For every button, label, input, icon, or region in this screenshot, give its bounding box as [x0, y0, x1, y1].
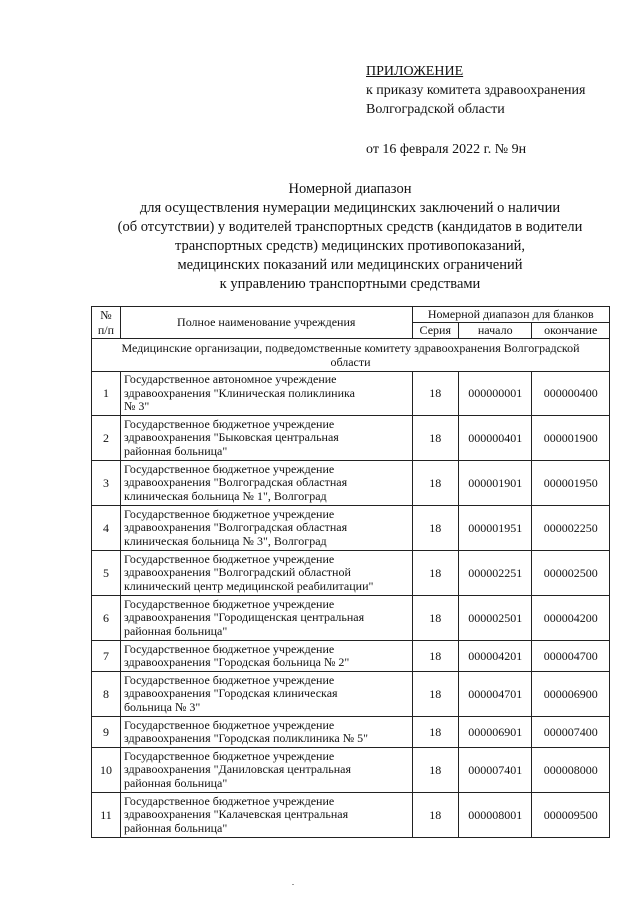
heading-line: к управлению транспортными средствами: [219, 276, 481, 292]
row-institution: [120, 717, 412, 748]
table-row: [92, 717, 610, 748]
table-row: [92, 641, 610, 672]
row-range-end: 000009500: [532, 793, 610, 838]
row-institution: [120, 641, 412, 672]
row-range-end: 000000400: [532, 372, 610, 416]
row-series: 18: [412, 461, 459, 506]
institution-name-line: Государственное бюджетное учреждение: [123, 596, 335, 611]
row-range-start: 000002501: [459, 596, 532, 641]
table-row: [92, 672, 610, 717]
institution-name-line: районная больница": [123, 775, 228, 790]
row-institution: [120, 793, 412, 838]
header-range: Номерной диапазон для бланков: [412, 307, 610, 323]
institution-name-line: здравоохранения "Даниловская центральная: [123, 762, 351, 777]
table-row: [92, 372, 610, 416]
document-heading: [60, 180, 640, 294]
header-end: окончание: [532, 323, 610, 339]
section-title: [92, 339, 610, 372]
institution-name-line: здравоохранения "Калачевская центральная: [123, 807, 349, 822]
row-number: 7: [92, 641, 121, 672]
table-row: [92, 748, 610, 793]
table-row: [92, 793, 610, 838]
row-series: 18: [412, 416, 459, 461]
number-range-table: [91, 306, 610, 838]
row-series: 18: [412, 506, 459, 551]
row-institution: [120, 461, 412, 506]
row-series: 18: [412, 717, 459, 748]
heading-line: (об отсутствии) у водителей транспортных средств (кандидатов в водители: [117, 219, 583, 235]
institution-name-line: № 3": [123, 399, 150, 414]
table-row: [92, 461, 610, 506]
institution-name-line: здравоохранения "Волгоградский областной: [123, 565, 351, 580]
row-institution: [120, 748, 412, 793]
row-range-end: 000002500: [532, 551, 610, 596]
table-row: [92, 416, 610, 461]
row-series: 18: [412, 551, 459, 596]
institution-name-line: Государственное бюджетное учреждение: [123, 461, 335, 476]
row-range-start: 000002251: [459, 551, 532, 596]
institution-name-line: Государственное бюджетное учреждение: [123, 506, 335, 521]
row-series: 18: [412, 793, 459, 838]
institution-name-line: здравоохранения "Городская клиническая: [123, 686, 338, 701]
row-range-end: 000001900: [532, 416, 610, 461]
row-institution: [120, 372, 412, 416]
heading-line: Номерной диапазон: [288, 181, 412, 197]
row-institution: [120, 672, 412, 717]
row-series: 18: [412, 672, 459, 717]
heading-line: для осуществления нумерации медицинских заключений о наличии: [139, 200, 561, 216]
institution-name-line: Государственное бюджетное учреждение: [123, 551, 335, 566]
row-range-start: 000000401: [459, 416, 532, 461]
institution-name-line: Государственное бюджетное учреждение: [123, 717, 335, 732]
row-series: 18: [412, 596, 459, 641]
header-number-line: №: [100, 307, 112, 322]
header-start: начало: [459, 323, 532, 339]
row-range-end: 000002250: [532, 506, 610, 551]
institution-name-line: районная больница": [123, 623, 228, 638]
appendix-order-line: к приказу комитета здравоохранения: [366, 83, 586, 98]
institution-name-line: районная больница": [123, 820, 228, 835]
row-number: 3: [92, 461, 121, 506]
row-institution: [120, 551, 412, 596]
row-range-start: 000000001: [459, 372, 532, 416]
row-number: 4: [92, 506, 121, 551]
institution-name-line: клинический центр медицинской реабилитации": [123, 578, 374, 593]
institution-name-line: Государственное бюджетное учреждение: [123, 748, 335, 763]
row-range-end: 000001950: [532, 461, 610, 506]
row-number: 10: [92, 748, 121, 793]
table-row: [92, 506, 610, 551]
row-institution: [120, 596, 412, 641]
row-range-start: 000004201: [459, 641, 532, 672]
row-range-start: 000008001: [459, 793, 532, 838]
row-range-start: 000006901: [459, 717, 532, 748]
section-title-line: области: [330, 355, 371, 369]
scan-speck: [292, 884, 294, 885]
row-range-start: 000001901: [459, 461, 532, 506]
institution-name-line: здравоохранения "Быковская центральная: [123, 430, 339, 445]
row-range-end: 000008000: [532, 748, 610, 793]
row-number: 11: [92, 793, 121, 838]
row-range-end: 000004200: [532, 596, 610, 641]
institution-name-line: клиническая больница № 3", Волгоград: [123, 533, 327, 548]
row-range-start: 000001951: [459, 506, 532, 551]
institution-name-line: районная больница": [123, 443, 228, 458]
row-range-start: 000007401: [459, 748, 532, 793]
header-number: [92, 307, 121, 339]
institution-name-line: Государственное бюджетное учреждение: [123, 793, 335, 808]
row-range-end: 000007400: [532, 717, 610, 748]
header-number-line: п/п: [97, 322, 115, 337]
institution-name-line: здравоохранения "Волгоградская областная: [123, 475, 348, 490]
row-series: 18: [412, 641, 459, 672]
institution-name-line: Государственное бюджетное учреждение: [123, 672, 335, 687]
appendix-date: от 16 февраля 2022 г. № 9н: [366, 142, 527, 157]
table-row: [92, 596, 610, 641]
institution-name-line: Государственное автономное учреждение: [123, 372, 337, 387]
institution-name-line: клиническая больница № 1", Волгоград: [123, 488, 327, 503]
row-number: 5: [92, 551, 121, 596]
row-institution: [120, 416, 412, 461]
row-number: 1: [92, 372, 121, 416]
institution-name-line: Государственное бюджетное учреждение: [123, 641, 335, 656]
row-institution: [120, 506, 412, 551]
institution-name-line: здравоохранения "Волгоградская областная: [123, 520, 348, 535]
institution-name-line: здравоохранения "Городская поликлиника № 5": [123, 731, 369, 745]
row-range-end: 000006900: [532, 672, 610, 717]
header-series: Серия: [412, 323, 459, 339]
institution-name-line: здравоохранения "Клиническая поликлиника: [123, 385, 355, 400]
institution-name-line: Государственное бюджетное учреждение: [123, 416, 335, 431]
appendix-block: [366, 62, 585, 159]
institution-name-line: больница № 3": [123, 699, 201, 714]
institution-name-line: здравоохранения "Городская больница № 2": [123, 655, 350, 669]
section-title-line: Медицинские организации, подведомственные комитету здравоохранения Волгоградской: [121, 341, 580, 355]
appendix-region-line: Волгоградской области: [366, 102, 505, 117]
table-row: [92, 551, 610, 596]
row-range-end: 000004700: [532, 641, 610, 672]
row-number: 6: [92, 596, 121, 641]
appendix-title: ПРИЛОЖЕНИЕ: [366, 64, 464, 79]
row-series: 18: [412, 748, 459, 793]
row-range-start: 000004701: [459, 672, 532, 717]
header-name: Полное наименование учреждения: [120, 307, 412, 339]
heading-line: медицинских показаний или медицинских ограничений: [177, 257, 523, 273]
heading-line: транспортных средств) медицинских противопоказаний,: [174, 238, 525, 254]
row-series: 18: [412, 372, 459, 416]
row-number: 2: [92, 416, 121, 461]
row-number: 9: [92, 717, 121, 748]
row-number: 8: [92, 672, 121, 717]
institution-name-line: здравоохранения "Городищенская центральная: [123, 610, 365, 625]
